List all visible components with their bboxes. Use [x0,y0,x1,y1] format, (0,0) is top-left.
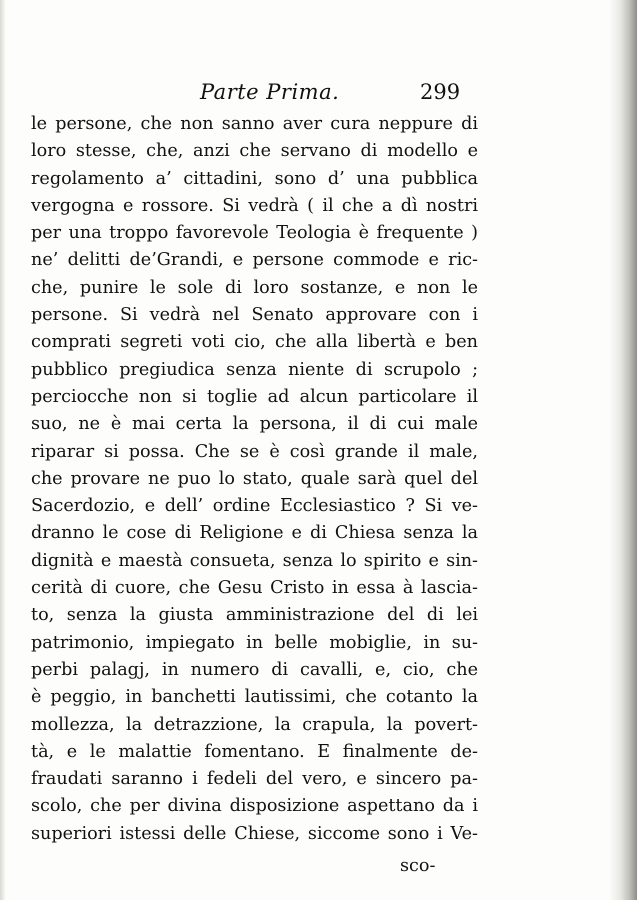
page-header [0,80,637,110]
text-line: suo, ne è mai certa la persona, il di cui male [31,414,478,435]
text-line: dranno le cose di Religione e di Chiesa senza la [31,523,478,544]
page-left-edge [0,0,6,900]
text-line: comprati segreti voti cio, che alla libertà e ben [31,332,478,353]
page-number: 299 [420,80,461,104]
text-line: mollezza, la detrazzione, la crapula, la povert- [31,714,478,735]
catchword: sco- [400,856,436,876]
running-head: Parte Prima. [200,80,340,104]
text-line: tà, e le malattie fomentano. E finalmente de- [31,741,478,762]
text-line: che provare ne puo lo stato, quale sarà quel del [31,468,478,489]
text-line: cerità di cuore, che Gesu Cristo in essa à lascia- [31,578,478,599]
text-line: riparar si possa. Che se è così grande il male, [31,441,478,462]
text-line: ne’ delitti de’Grandi, e persone commode e ric- [31,250,478,271]
text-line: è peggio, in banchetti lautissimi, che cotanto la [31,687,478,708]
text-line: loro stesse, che, anzi che servano di modello e [31,141,478,162]
text-line: fraudati saranno i fedeli del vero, e sincero pa- [31,769,478,790]
text-line: regolamento a’ cittadini, sono d’ una pubblica [31,168,478,189]
text-line: vergogna e rossore. Si vedrà ( il che a dì nostri [31,195,478,216]
text-line: le persone, che non sanno aver cura neppure di [31,114,478,134]
text-line: dignità e maestà consueta, senza lo spirito e sin- [31,550,478,571]
text-line: patrimonio, impiegato in belle mobiglie, in su- [31,632,478,653]
text-line: persone. Si vedrà nel Senato approvare con i [31,305,478,326]
page-binding-shadow [609,0,637,900]
text-line: scolo, che per divina disposizione aspettano da i [31,796,478,817]
text-line: per una troppo favorevole Teologia è frequente ) [31,223,478,244]
text-line: perbi palagj, in numero di cavalli, e, cio, che [31,659,478,680]
text-line: pubblico pregiudica senza niente di scrupolo ; [31,359,478,380]
text-line: che, punire le sole di loro sostanze, e non le [31,277,478,298]
text-line: perciocche non si toglie ad alcun particolare il [31,386,478,407]
text-line: to, senza la giusta amministrazione del di lei [31,605,478,626]
text-line: Sacerdozio, e dell’ ordine Ecclesiastico ? Si ve- [31,496,478,517]
text-line: superiori istessi delle Chiese, siccome sono i Ve- [31,823,478,844]
body-text [31,111,478,848]
